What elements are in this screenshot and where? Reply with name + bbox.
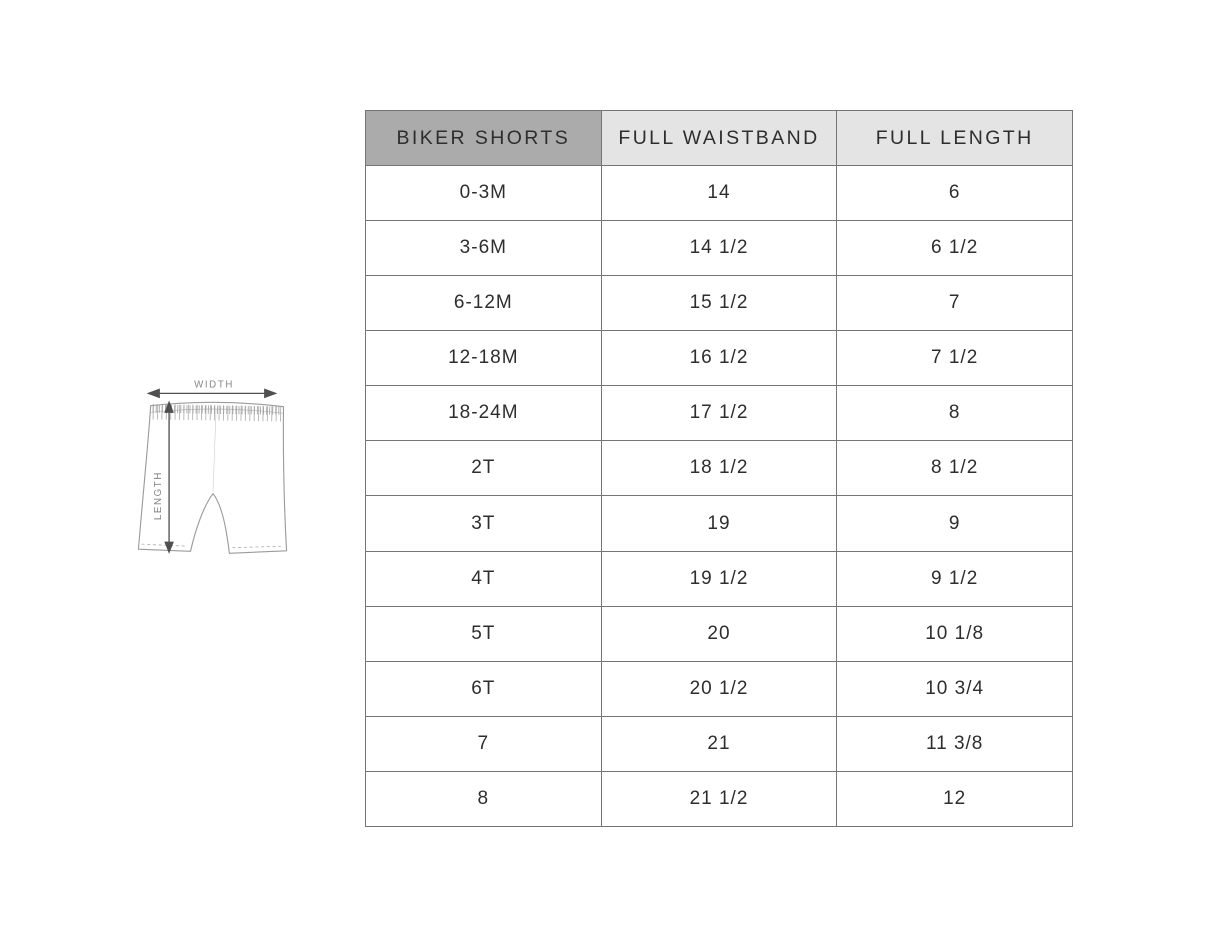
table-row xyxy=(366,606,1073,661)
length-cell: 9 1/2 xyxy=(837,551,1073,606)
table-row xyxy=(366,771,1073,826)
size-cell: 3T xyxy=(366,496,602,551)
waistband-cell: 21 1/2 xyxy=(601,771,837,826)
waistband-cell: 16 1/2 xyxy=(601,331,837,386)
table-row xyxy=(366,441,1073,496)
table-row xyxy=(366,716,1073,771)
waistband-cell: 14 xyxy=(601,166,837,221)
length-arrow-icon xyxy=(164,401,174,554)
header-full-length: FULL LENGTH xyxy=(837,111,1073,166)
header-biker-shorts: BIKER SHORTS xyxy=(366,111,602,166)
length-cell: 6 1/2 xyxy=(837,221,1073,276)
size-cell: 12-18M xyxy=(366,331,602,386)
length-cell: 7 1/2 xyxy=(837,331,1073,386)
length-cell: 8 1/2 xyxy=(837,441,1073,496)
table-row xyxy=(366,166,1073,221)
size-cell: 2T xyxy=(366,441,602,496)
length-cell: 10 1/8 xyxy=(837,606,1073,661)
table-row xyxy=(366,276,1073,331)
table-row xyxy=(366,551,1073,606)
size-cell: 18-24M xyxy=(366,386,602,441)
length-cell: 7 xyxy=(837,276,1073,331)
size-cell: 5T xyxy=(366,606,602,661)
length-cell: 6 xyxy=(837,166,1073,221)
size-cell: 0-3M xyxy=(366,166,602,221)
width-dimension-label: WIDTH xyxy=(194,379,235,391)
waistband-cell: 14 1/2 xyxy=(601,221,837,276)
waistband-cell: 17 1/2 xyxy=(601,386,837,441)
length-dimension-label: LENGTH xyxy=(152,471,164,521)
size-cell: 8 xyxy=(366,771,602,826)
header-full-waistband: FULL WAISTBAND xyxy=(601,111,837,166)
shorts-measurement-diagram xyxy=(134,375,290,561)
size-chart-table xyxy=(365,110,1073,827)
size-chart-header xyxy=(366,111,1073,166)
size-cell: 4T xyxy=(366,551,602,606)
waistband-cell: 15 1/2 xyxy=(601,276,837,331)
table-row xyxy=(366,661,1073,716)
table-row xyxy=(366,386,1073,441)
waistband-cell: 20 1/2 xyxy=(601,661,837,716)
length-cell: 12 xyxy=(837,771,1073,826)
waistband-cell: 19 xyxy=(601,496,837,551)
size-table-body xyxy=(366,166,1073,827)
header-row xyxy=(366,111,1073,166)
table-row xyxy=(366,221,1073,276)
length-cell: 8 xyxy=(837,386,1073,441)
length-cell: 11 3/8 xyxy=(837,716,1073,771)
size-cell: 7 xyxy=(366,716,602,771)
waistband-cell: 19 1/2 xyxy=(601,551,837,606)
size-cell: 3-6M xyxy=(366,221,602,276)
length-cell: 10 3/4 xyxy=(837,661,1073,716)
waistband-cell: 20 xyxy=(601,606,837,661)
length-cell: 9 xyxy=(837,496,1073,551)
shorts-illustration xyxy=(134,375,290,561)
table-row xyxy=(366,331,1073,386)
size-cell: 6-12M xyxy=(366,276,602,331)
waistband-cell: 21 xyxy=(601,716,837,771)
waistband-cell: 18 1/2 xyxy=(601,441,837,496)
size-cell: 6T xyxy=(366,661,602,716)
table-row xyxy=(366,496,1073,551)
